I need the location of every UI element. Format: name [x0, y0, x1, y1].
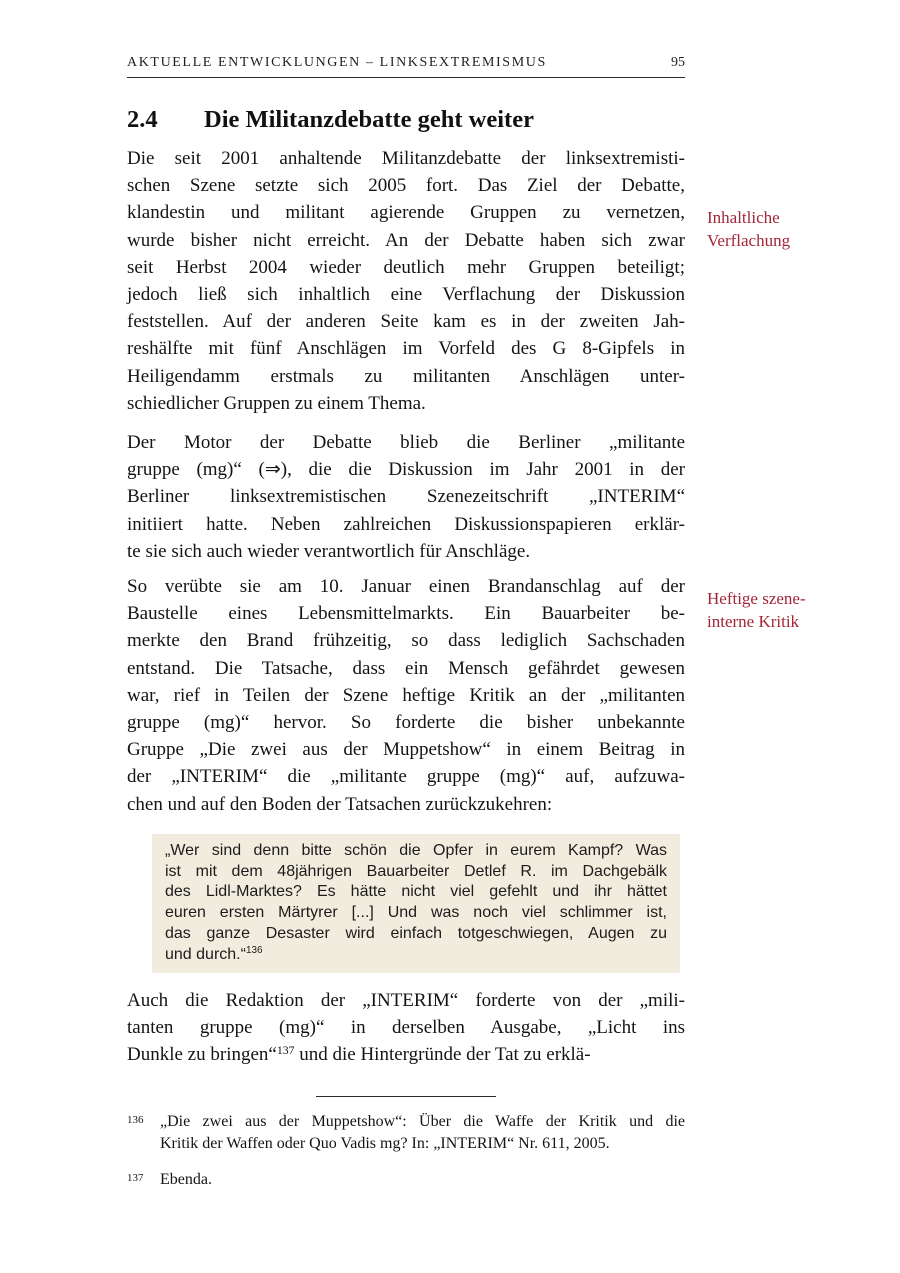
text-line: seit Herbst 2004 wieder deutlich mehr Gruppen beteiligt; — [127, 256, 685, 278]
footnote-137 — [127, 1169, 685, 1191]
paragraph-4-last-line-post: und die Hintergründe der Tat zu erklä- — [294, 1044, 591, 1066]
text-line: war, rief in Teilen der Szene heftige Kritik an der „militanten — [127, 684, 685, 706]
paragraph-3 — [127, 573, 685, 818]
paragraph-1-lines — [127, 145, 685, 390]
paragraph-4-lines — [127, 987, 685, 1041]
paragraph-2 — [127, 429, 685, 565]
section-number: 2.4 — [127, 106, 158, 133]
paragraph-1-last-line: schiedlicher Gruppen zu einem Thema. — [127, 392, 426, 414]
text-line: initiiert hatte. Neben zahlreichen Diskussionspapieren erklär- — [127, 513, 685, 535]
text-line: gruppe (mg)“ hervor. So forderte die bisher unbekannte — [127, 712, 685, 734]
blockquote-last-line-text: und durch.“ — [165, 945, 246, 963]
text-line: gruppe (mg)“ (⇒), die die Diskussion im Jahr 2001 in der — [127, 459, 685, 481]
text-line: schen Szene setzte sich 2005 fort. Das Ziel der Debatte, — [127, 175, 685, 197]
footnote-136-number: 136 — [127, 1114, 144, 1127]
text-line: Die seit 2001 anhaltende Militanzdebatte der linksextremisti- — [127, 148, 685, 169]
running-header-title: AKTUELLE ENTWICKLUNGEN – LINKSEXTREMISMUS — [127, 55, 547, 70]
margin-note-1-line-1: Inhaltliche — [707, 208, 780, 227]
paragraph-4-last-line — [127, 1041, 685, 1068]
footnote-136-lines — [160, 1111, 685, 1133]
text-line: der „INTERIM“ die „militante gruppe (mg)“ auf, aufzuwa- — [127, 766, 685, 788]
page-main-column — [127, 0, 685, 1191]
margin-note-2-line-1: Heftige szene- — [707, 589, 806, 608]
footnote-136-last-line: Kritik der Waffen oder Quo Vadis mg? In: „INTERIM“ Nr. 611, 2005. — [160, 1135, 610, 1153]
text-line: Heiligendamm erstmals zu militanten Anschlägen unter- — [127, 365, 685, 387]
blockquote-last-line — [165, 945, 667, 966]
blockquote-lines — [165, 841, 667, 945]
text-line: des Lidl-Marktes? Es hätte nicht viel gefehlt und ihr hättet — [165, 883, 667, 901]
text-line: feststellen. Auf der anderen Seite kam es in der zweiten Jah- — [127, 311, 685, 333]
footnote-137-text — [160, 1169, 685, 1191]
text-line: Auch die Redaktion der „INTERIM“ forderte von der „mili- — [127, 989, 685, 1011]
blockquote-scene-quote — [152, 834, 680, 973]
footnote-136-text — [160, 1111, 685, 1155]
text-line: tanten gruppe (mg)“ in derselben Ausgabe, „Licht ins — [127, 1016, 685, 1038]
footnote-ref-136: 136 — [245, 945, 263, 957]
text-line: entstand. Die Tatsache, dass ein Mensch gefährdet gewesen — [127, 657, 685, 679]
text-line: „Wer sind denn bitte schön die Opfer in eurem Kampf? Was — [165, 841, 667, 859]
footnote-ref-137: 137 — [276, 1043, 295, 1057]
text-line: Der Motor der Debatte blieb die Berliner „militante — [127, 432, 685, 454]
footnote-separator-rule — [316, 1096, 496, 1097]
footnote-136 — [127, 1111, 685, 1155]
footnote-137-number: 137 — [127, 1172, 144, 1185]
paragraph-4-last-line-pre: Dunkle zu bringen“ — [127, 1044, 277, 1066]
paragraph-1 — [127, 145, 685, 417]
paragraph-3-last-line: chen und auf den Boden der Tatsachen zurückzukehren: — [127, 793, 553, 815]
margin-note-inhaltliche-verflachung — [707, 207, 867, 252]
text-line: Berliner linksextremistischen Szenezeitschrift „INTERIM“ — [127, 486, 685, 508]
section-title: Die Militanzdebatte geht weiter — [204, 106, 534, 133]
section-heading — [127, 103, 685, 137]
margin-note-2-line-2: interne Kritik — [707, 611, 800, 631]
footnote-137-last-line: Ebenda. — [160, 1171, 212, 1189]
text-line: das ganze Desaster wird einfach totgeschwiegen, Augen zu — [165, 925, 667, 943]
text-line: Gruppe „Die zwei aus der Muppetshow“ in einem Beitrag in — [127, 739, 685, 761]
text-line: klandestin und militant agierende Gruppen zu vernetzen, — [127, 202, 685, 224]
paragraph-2-last-line: te sie sich auch wieder verantwortlich für Anschläge. — [127, 540, 531, 562]
paragraph-4 — [127, 987, 685, 1069]
running-header — [127, 55, 685, 78]
text-line: wurde bisher nicht erreicht. An der Debatte haben sich zwar — [127, 229, 685, 251]
margin-note-heftige-kritik — [707, 588, 867, 633]
margin-note-1-line-2: Verflachung — [707, 230, 791, 250]
paragraph-2-lines — [127, 429, 685, 538]
paragraph-3-lines — [127, 573, 685, 791]
text-line: Baustelle eines Lebensmittelmarkts. Ein Bauarbeiter be- — [127, 603, 685, 625]
text-line: So verübte sie am 10. Januar einen Brandanschlag auf der — [127, 576, 685, 598]
text-line: ist mit dem 48jährigen Bauarbeiter Detlef R. im Dachgebälk — [165, 862, 667, 880]
page-number: 95 — [671, 55, 685, 70]
text-line: merkte den Brand frühzeitig, so dass lediglich Sachschaden — [127, 630, 685, 652]
text-line: „Die zwei aus der Muppetshow“: Über die Waffe der Kritik und die — [160, 1113, 685, 1131]
text-line: reshälfte mit fünf Anschlägen im Vorfeld des G 8-Gipfels in — [127, 338, 685, 360]
text-line: jedoch ließ sich inhaltlich eine Verflachung der Diskussion — [127, 284, 685, 306]
text-line: euren ersten Märtyrer [...] Und was noch viel schlimmer ist, — [165, 904, 667, 922]
